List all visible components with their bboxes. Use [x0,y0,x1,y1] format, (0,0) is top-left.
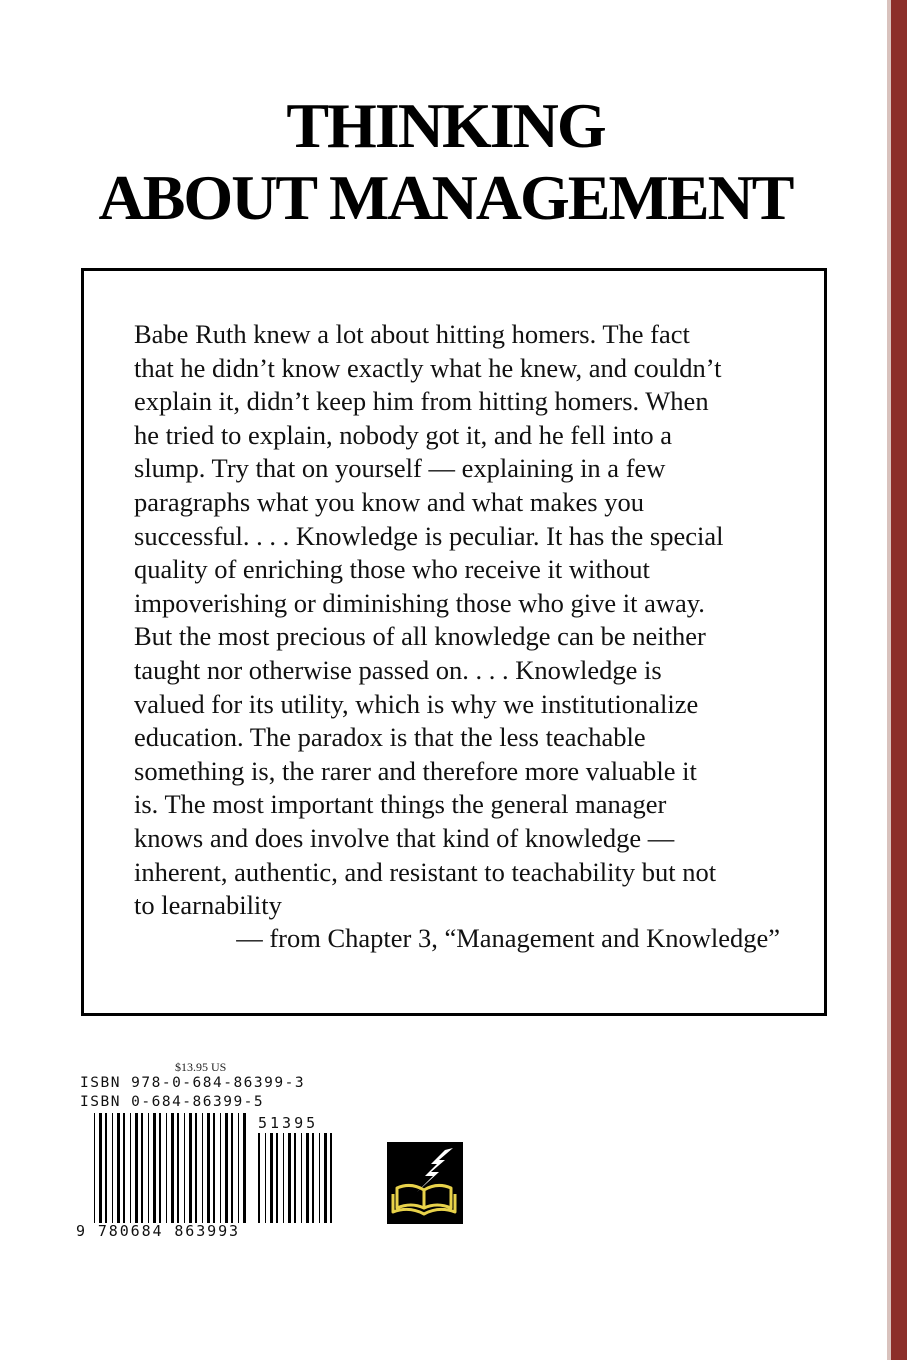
barcode-bar [99,1113,102,1223]
barcode-bar [276,1133,278,1223]
barcode-digits: 9 780684 863993 [76,1222,240,1240]
quote-line: taught nor otherwise passed on. . . . Knowledge is [134,654,662,685]
barcode-bar [141,1113,143,1223]
barcode-bar [288,1133,291,1223]
barcode-bar [283,1133,284,1223]
ean-bars [94,1113,246,1223]
barcode-bar [94,1113,95,1223]
isbn-13: ISBN 978-0-684-86399-3 [80,1075,306,1091]
quote-line: education. The paradox is that the less teachable [134,722,646,753]
barcode-bar [177,1113,179,1223]
barcode-bar [243,1113,246,1223]
barcode-bar [324,1133,327,1223]
quote-line: something is, the rarer and therefore more valuable it [134,755,697,786]
publisher-logo-graphic [387,1142,463,1224]
barcode-bar [258,1133,260,1223]
barcode-bar [312,1133,314,1223]
barcode-bar [166,1113,167,1223]
title-line-2: ABOUT MANAGEMENT [98,162,793,233]
book-with-lightning-icon [387,1142,463,1224]
quote-line: slump. Try that on yourself — explaining in a few [134,453,666,484]
barcode-bar [171,1113,174,1223]
barcode-bar [270,1133,273,1223]
barcode-bar [330,1133,332,1223]
barcode-bar [238,1113,239,1223]
quote-line: that he didn’t know exactly what he knew, and couldn’t [134,352,722,383]
quote-line: knows and does involve that kind of knowledge — [134,822,675,853]
barcode-bar [231,1113,233,1223]
barcode-bar [112,1113,113,1223]
quote-box [81,268,827,1016]
quote-line: Babe Ruth knew a lot about hitting homers. The fact [134,319,690,349]
quote-line: successful. . . . Knowledge is peculiar. It has the special [134,520,724,551]
quote-line: to learnability [134,890,282,921]
barcode-bar [195,1113,197,1223]
quote-line: inherent, authentic, and resistant to teachability but not [134,856,717,887]
quote-line: is. The most important things the general manager [134,789,667,820]
barcode-bar [294,1133,296,1223]
quote-text [134,318,780,923]
addon-bars [258,1133,332,1223]
title-line-1: THINKING [286,90,605,161]
barcode-bar [184,1113,185,1223]
barcode-bar [117,1113,120,1223]
barcode-bar [207,1113,210,1223]
barcode-bar [159,1113,161,1223]
barcode-bar [189,1113,192,1223]
barcode-bar [265,1133,266,1223]
barcode-bar [319,1133,320,1223]
barcode-bar [153,1113,156,1223]
barcode-addon-digits: 51395 [258,1114,319,1132]
isbn-10: ISBN 0-684-86399-5 [80,1094,265,1110]
barcode-bar [225,1113,228,1223]
barcode-bar [220,1113,221,1223]
quote-line: impoverishing or diminishing those who give it away. [134,587,705,618]
barcode-bar [135,1113,138,1223]
quote-attribution: — from Chapter 3, “Management and Knowledge” [236,923,780,953]
barcode-bar [306,1133,309,1223]
quote-line: explain it, didn’t keep him from hitting homers. When [134,386,709,417]
barcode-bar [148,1113,149,1223]
quote-line: But the most precious of all knowledge can be neither [134,621,706,652]
barcode-bar [105,1113,107,1223]
barcode-bar [130,1113,131,1223]
barcode-bar [213,1113,215,1223]
quote-line: valued for its utility, which is why we institutionalize [134,688,699,719]
barcode-bar [202,1113,203,1223]
barcode-bar [301,1133,302,1223]
price-label: $13.95 US [175,1060,227,1074]
quote-line: quality of enriching those who receive it without [134,554,650,585]
quote-line: he tried to explain, nobody got it, and he fell into a [134,419,672,450]
quote-line: paragraphs what you know and what makes you [134,486,644,517]
barcode-bar [123,1113,125,1223]
